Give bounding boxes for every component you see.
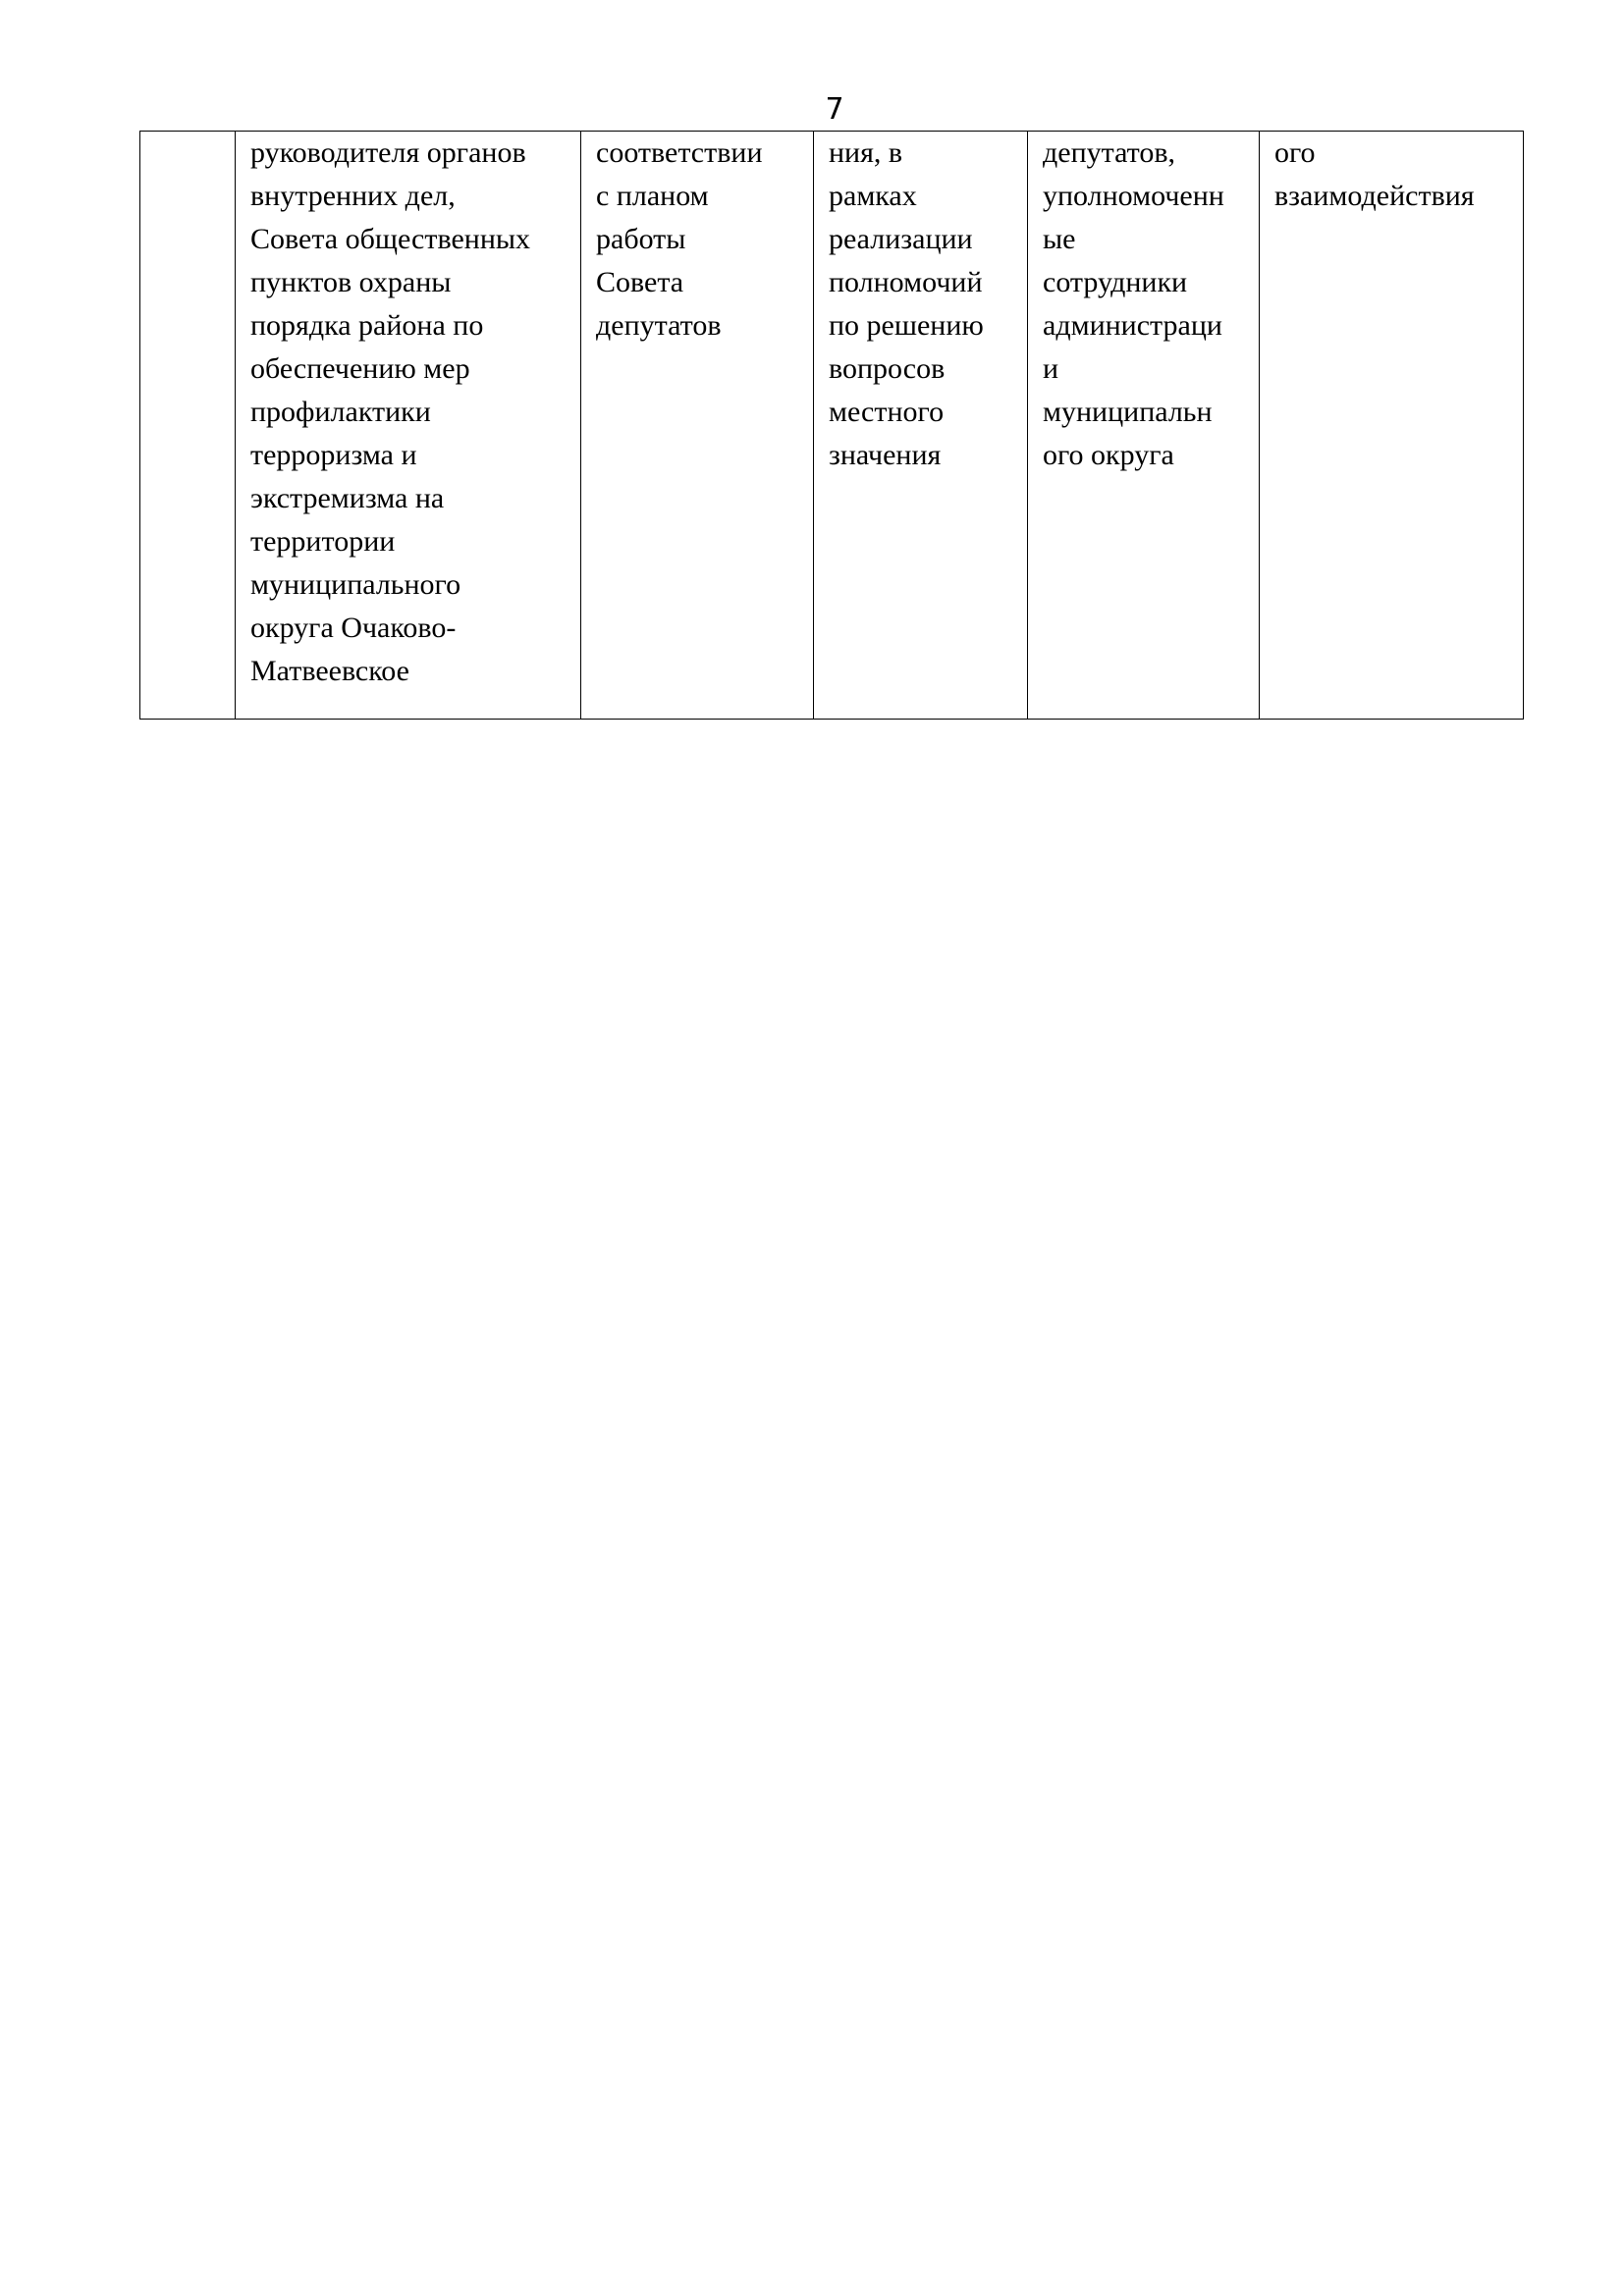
page-number: 7 <box>825 92 844 127</box>
table-row <box>140 132 1524 720</box>
table-cell-basis: ния, в рамках реализации полномочий по решению вопросов местного значения <box>814 132 1028 720</box>
table-cell-participants: руководителя органов внутренних дел, Совета общественных пунктов охраны порядка района по обеспечению мер профилактики терроризма и экстремизма на территории муниципального округа Очаково- Матвеевское <box>236 132 581 720</box>
table-cell-result: ого взаимодействия <box>1260 132 1524 720</box>
table-cell-schedule: соответствии с планом работы Совета депутатов <box>581 132 814 720</box>
table-cell-number <box>140 132 236 720</box>
table-cell-responsible: депутатов, уполномоченн ые сотрудники администраци и муниципальн ого округа <box>1028 132 1260 720</box>
plan-table <box>139 131 1524 720</box>
